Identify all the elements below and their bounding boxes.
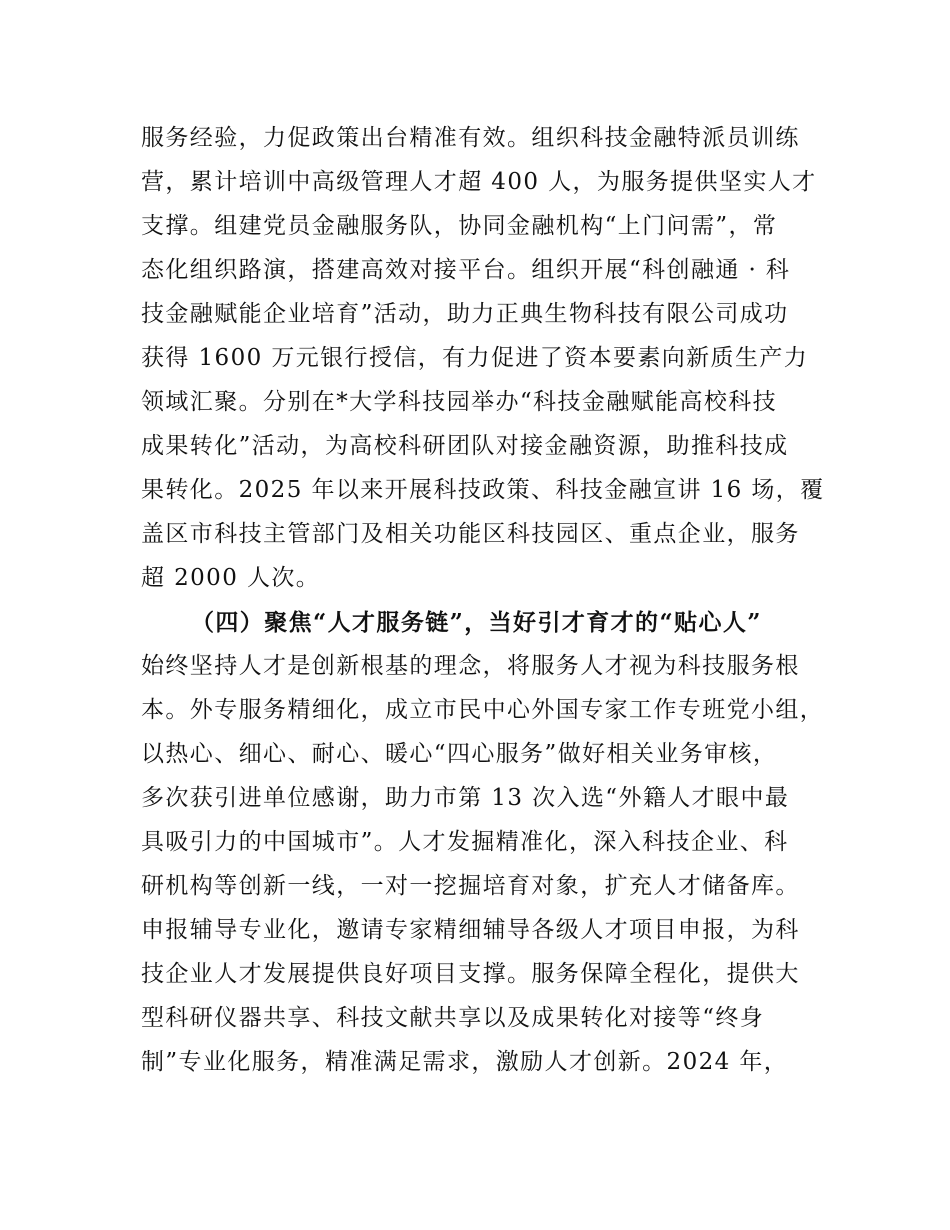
text-line: 获得 1600 万元银行授信，有力促进了资本要素向新质生产力 (141, 345, 809, 371)
text-line: 领域汇聚。分别在*大学科技园举办“科技金融赋能高校科技 (141, 389, 778, 415)
text-line: 本。外专服务精细化，成立市民中心外国专家工作专班党小组， (141, 697, 825, 723)
text-line: 型科研仪器共享、科技文献共享以及成果转化对接等“终身 (141, 1005, 765, 1031)
text-line: 以热心、细心、耐心、暖心“四心服务”做好相关业务审核， (141, 741, 778, 767)
text-line: 态化组织路演，搭建高效对接平台。组织开展“科创融通 · 科 (141, 257, 791, 283)
text-line: 超 2000 人次。 (141, 565, 321, 591)
text-line: 果转化。2025 年以来开展科技政策、科技金融宣讲 16 场，覆 (141, 477, 825, 503)
text-line: 支撑。组建党员金融服务队，协同金融机构“上门问需”，常 (141, 213, 778, 239)
text-line: 具吸引力的中国城市”。人才发掘精准化，深入科技企业、科 (141, 829, 789, 855)
text-line: 盖区市科技主管部门及相关功能区科技园区、重点企业，服务 (141, 521, 800, 547)
text-line: 成果转化”活动，为高校科研团队对接金融资源，助推科技成 (141, 433, 789, 459)
text-line: 技金融赋能企业培育”活动，助力正典生物科技有限公司成功 (141, 301, 789, 327)
text-line: 申报辅导专业化，邀请专家精细辅导各级人才项目申报，为科 (141, 917, 800, 943)
text-line: 研机构等创新一线，一对一挖掘培育对象，扩充人才储备库。 (141, 873, 800, 899)
text-line: 营，累计培训中高级管理人才超 400 人，为服务提供坚实人才 (141, 169, 817, 195)
text-line: 多次获引进单位感谢，助力市第 13 次入选“外籍人才眼中最 (141, 785, 790, 811)
text-line: 服务经验，力促政策出台精准有效。组织科技金融特派员训练 (141, 125, 800, 151)
text-line: 制”专业化服务，精准满足需求，激励人才创新。2024 年， (141, 1049, 789, 1075)
section-heading: （四）聚焦“人才服务链”，当好引才育才的“贴心人” (191, 609, 762, 636)
text-line: 技企业人才发展提供良好项目支撑。服务保障全程化，提供大 (141, 961, 800, 987)
text-line: 始终坚持人才是创新根基的理念，将服务人才视为科技服务根 (141, 653, 800, 679)
